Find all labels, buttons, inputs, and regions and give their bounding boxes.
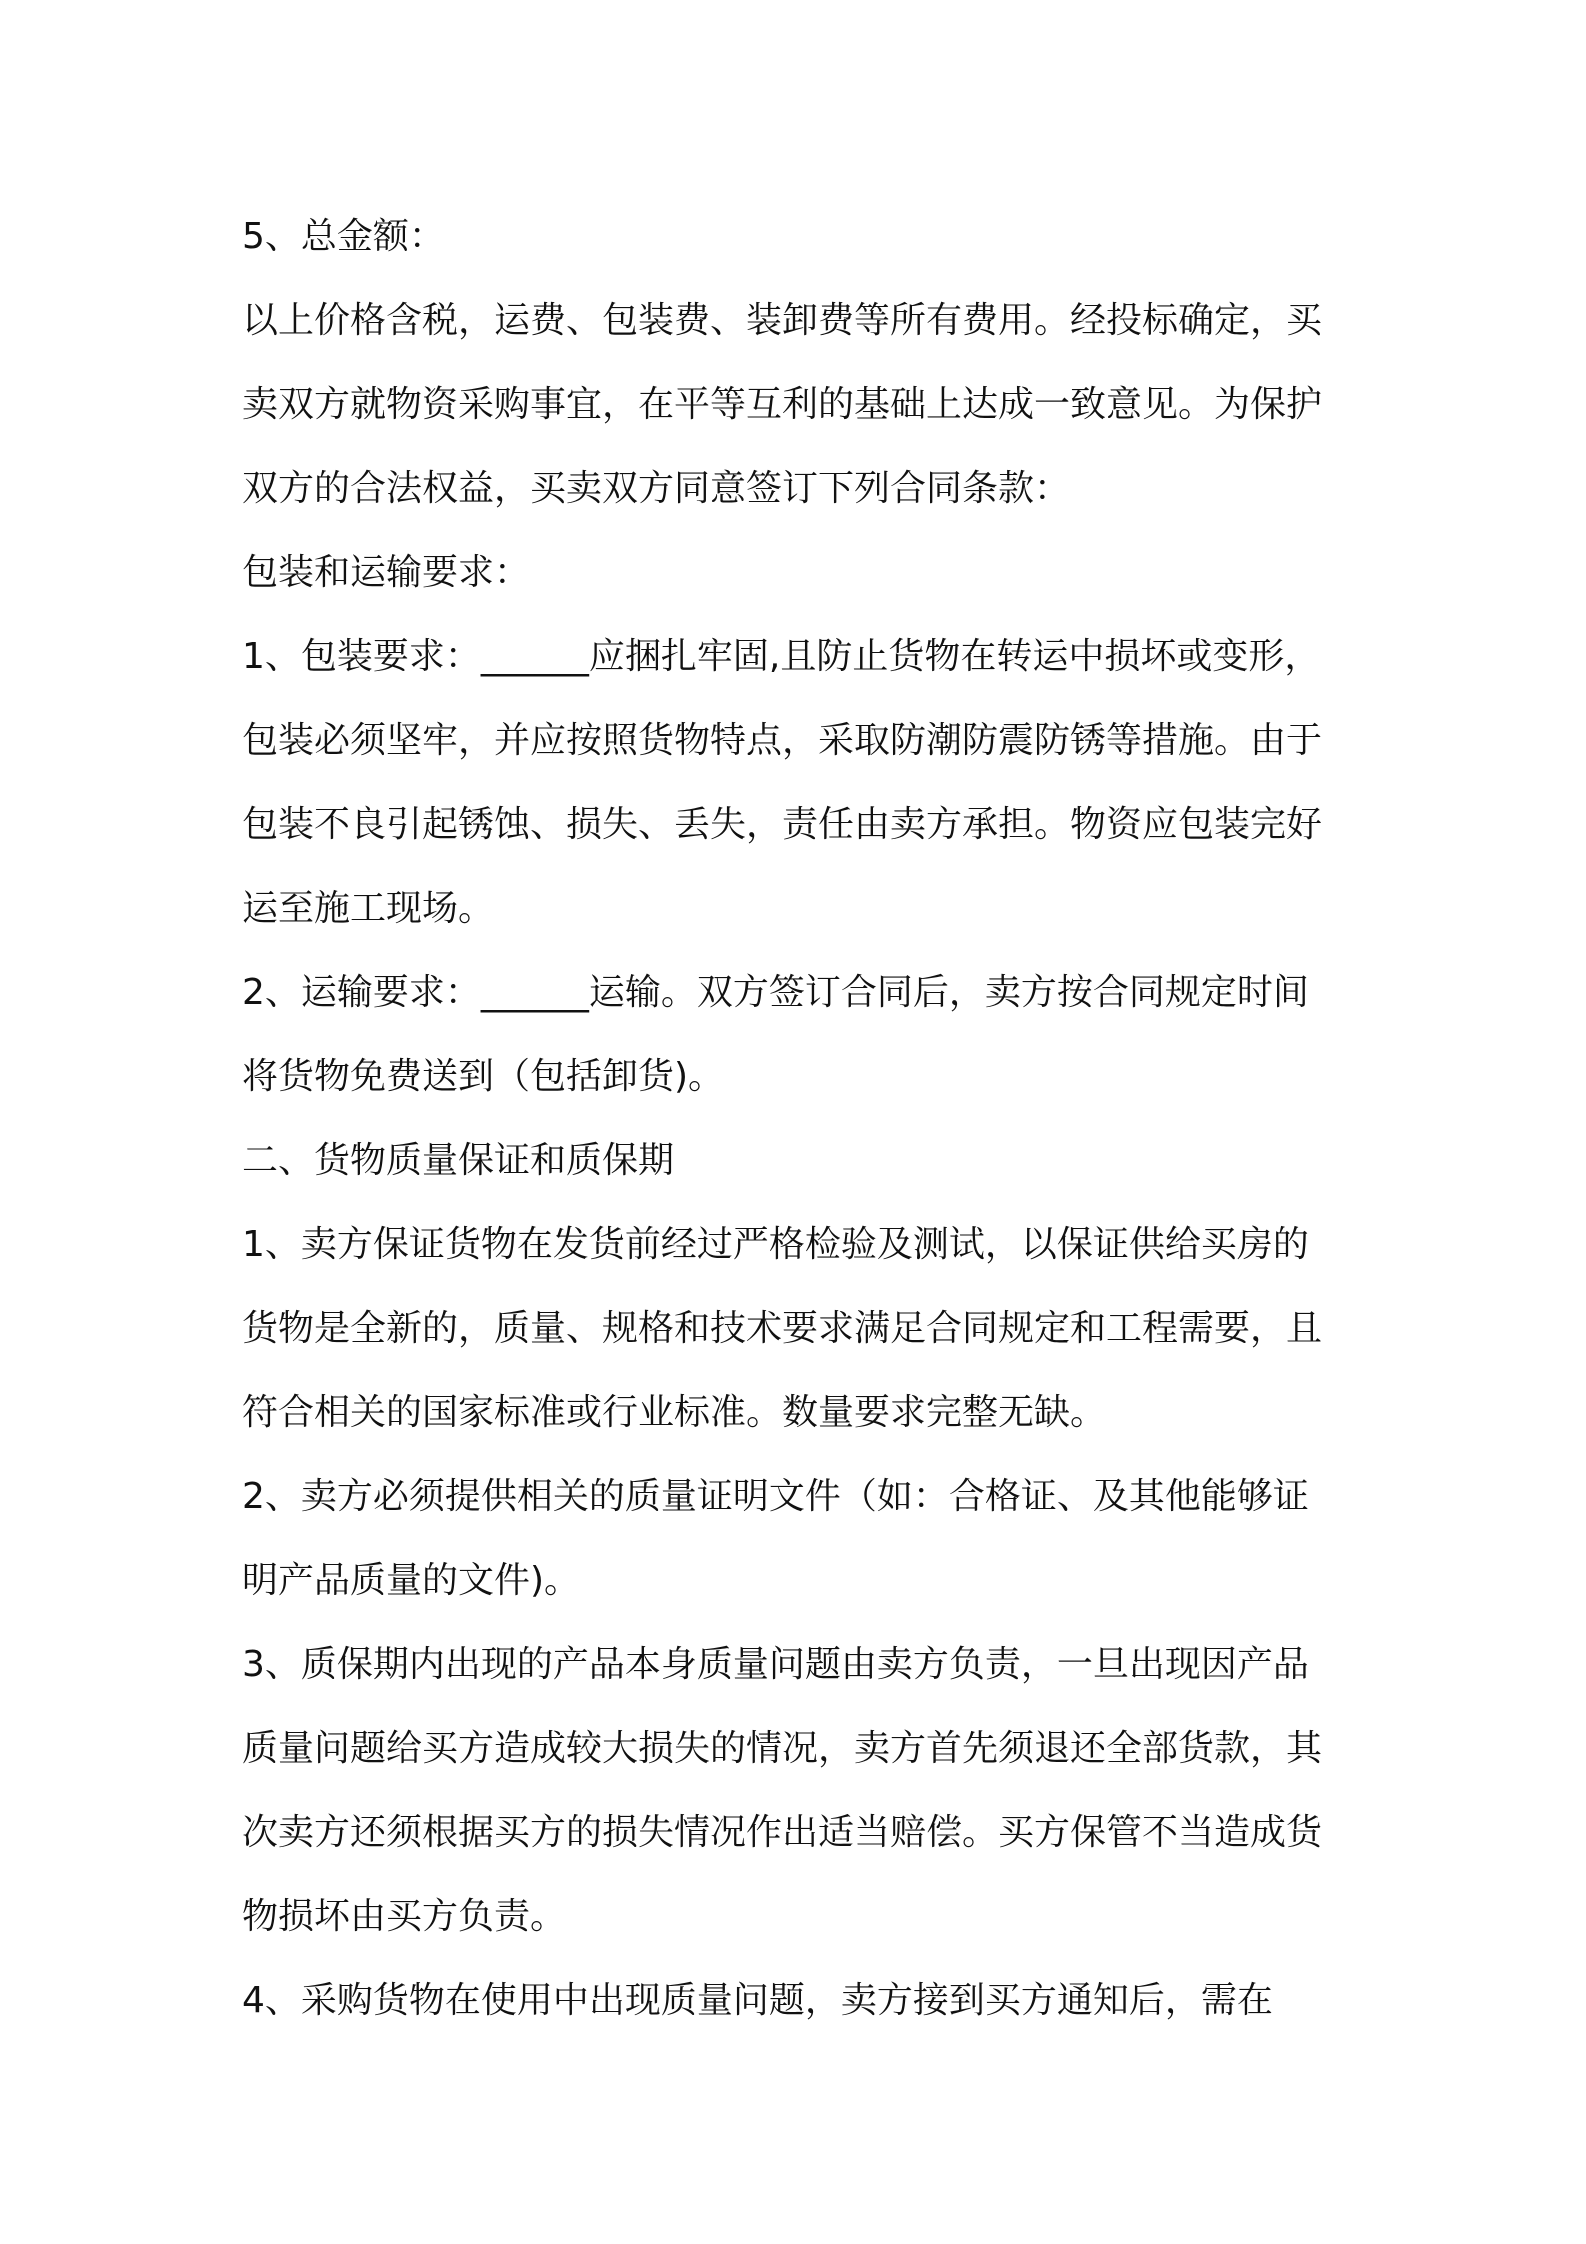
text-line: 2、卖方必须提供相关的质量证明文件（如：合格证、及其他能够证 — [242, 1476, 1309, 1517]
text-line: 次卖方还须根据买方的损失情况作出适当赔偿。买方保管不当造成货 — [242, 1812, 1323, 1853]
text-line: 包装必须坚牢，并应按照货物特点，采取防潮防震防锈等措施。由于 — [242, 720, 1323, 761]
text-line: 5、总金额： — [242, 216, 445, 257]
text-line: 物损坏由买方负责。 — [242, 1896, 567, 1937]
text-line: 明产品质量的文件)。 — [242, 1560, 581, 1601]
text-line: 符合相关的国家标准或行业标准。数量要求完整无缺。 — [242, 1392, 1107, 1433]
text-line: 以上价格含税，运费、包装费、装卸费等所有费用。经投标确定，买 — [242, 300, 1323, 341]
text-line: 包装不良引起锈蚀、损失、丢失，责任由卖方承担。物资应包装完好 — [242, 804, 1323, 845]
document-body — [242, 195, 1362, 2043]
text-line: 将货物免费送到（包括卸货)。 — [242, 1056, 725, 1097]
section-heading: 二、货物质量保证和质保期 — [242, 1140, 675, 1181]
text-line: 2、运输要求：______运输。双方签订合同后，卖方按合同规定时间 — [242, 972, 1309, 1013]
text-line: 3、质保期内出现的产品本身质量问题由卖方负责，一旦出现因产品 — [242, 1644, 1309, 1685]
text-line: 双方的合法权益，买卖双方同意签订下列合同条款： — [242, 468, 1071, 509]
text-line: 1、包装要求：______应捆扎牢固,且防止货物在转运中损坏或变形， — [242, 636, 1321, 677]
text-line: 货物是全新的，质量、规格和技术要求满足合同规定和工程需要，且 — [242, 1308, 1323, 1349]
text-line: 运至施工现场。 — [242, 888, 495, 929]
text-line: 4、采购货物在使用中出现质量问题，卖方接到买方通知后，需在 — [242, 1980, 1273, 2021]
text-line: 1、卖方保证货物在发货前经过严格检验及测试，以保证供给买房的 — [242, 1224, 1309, 1265]
text-line: 包装和运输要求： — [242, 552, 531, 593]
text-line: 质量问题给买方造成较大损失的情况，卖方首先须退还全部货款，其 — [242, 1728, 1323, 1769]
text-line: 卖双方就物资采购事宜，在平等互利的基础上达成一致意见。为保护 — [242, 384, 1323, 425]
